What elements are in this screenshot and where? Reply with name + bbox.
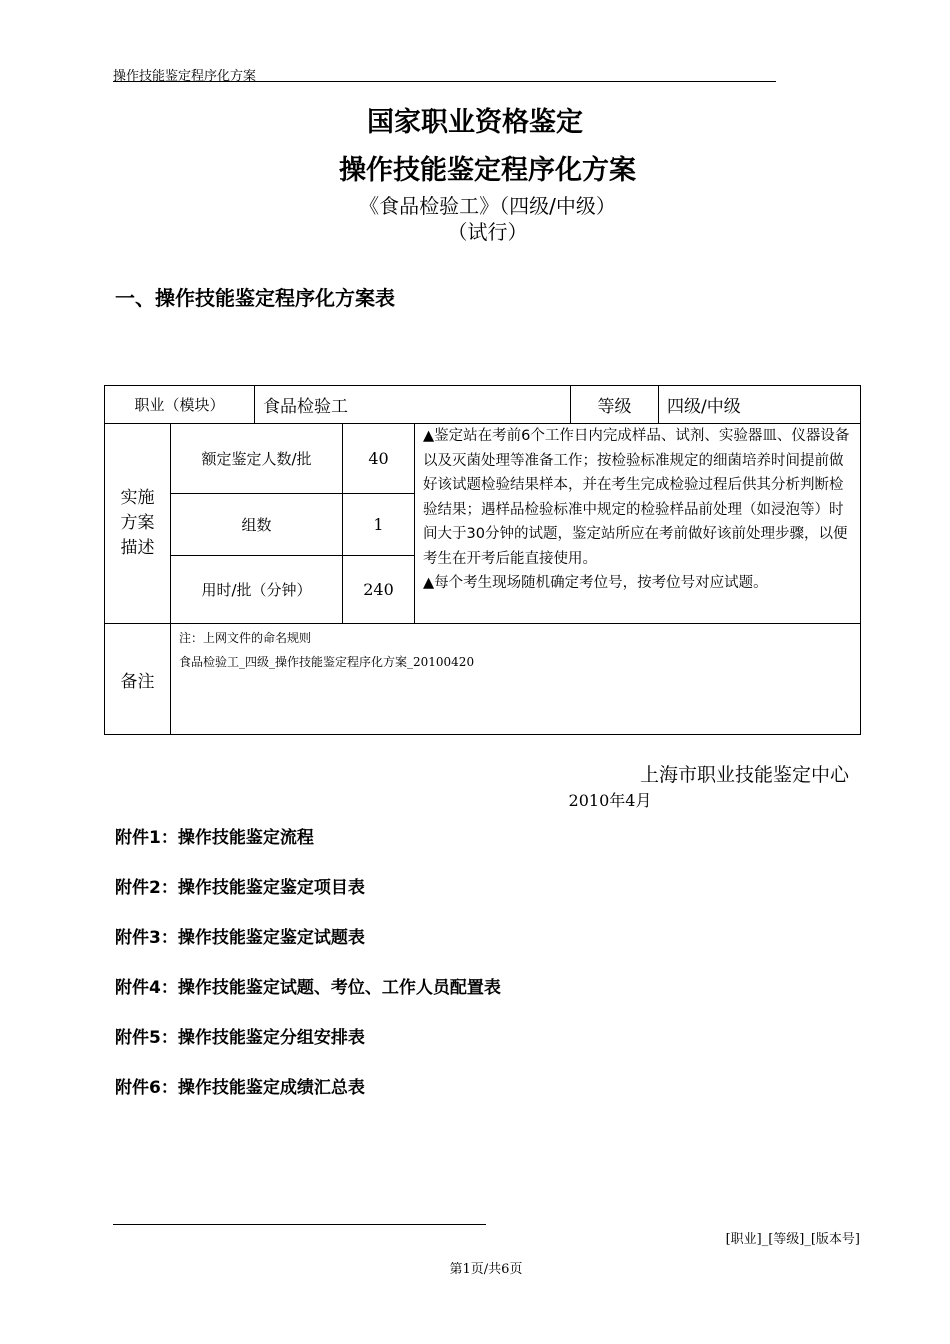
section-heading: 一、操作技能鉴定程序化方案表: [115, 286, 395, 310]
attachment-item: 附件5：操作技能鉴定分组安排表: [115, 1028, 365, 1048]
program-table: [104, 385, 861, 735]
remark-content: [171, 624, 861, 735]
quota-value: 40: [368, 449, 389, 468]
groups-value: 1: [373, 515, 384, 534]
level-label: 等级: [597, 397, 632, 417]
impl-label: 实施方案描述: [120, 488, 155, 558]
attachment-item: 附件2：操作技能鉴定鉴定项目表: [115, 878, 365, 898]
footer-divider: [113, 1224, 486, 1225]
duration-label-cell: [171, 556, 343, 624]
occupation-label: 职业（模块）: [134, 396, 225, 414]
impl-label-cell: [105, 424, 171, 624]
level-label-cell: [571, 386, 659, 424]
description-paragraph-2: ▲每个考生现场随机确定考位号，按考位号对应试题。: [423, 575, 768, 591]
page-number: 第1页/共6页: [449, 1262, 523, 1277]
level-value: 四级/中级: [667, 397, 741, 417]
header-divider: [113, 81, 776, 82]
occupation-value: 食品检验工: [263, 397, 349, 417]
occupation-label-cell: [105, 386, 255, 424]
attachment-item: 附件3：操作技能鉴定鉴定试题表: [115, 928, 365, 948]
remark-line-2: 食品检验工_四级_操作技能鉴定程序化方案_20100420: [179, 655, 475, 669]
doc-title-line2: 操作技能鉴定程序化方案: [339, 155, 636, 186]
impl-description: [415, 424, 861, 624]
groups-label-cell: [171, 494, 343, 556]
doc-subtitle: 《食品检验工》（四级/中级）: [359, 194, 616, 218]
signature-org: 上海市职业技能鉴定中心: [640, 764, 850, 786]
level-value-cell: [659, 386, 861, 424]
quota-label: 额定鉴定人数/批: [201, 450, 312, 468]
groups-value-cell: [343, 494, 415, 556]
groups-label: 组数: [241, 516, 272, 534]
page-header: 操作技能鉴定程序化方案: [113, 69, 257, 84]
description-paragraph-1: ▲鉴定站在考前6个工作日内完成样品、试剂、实验器皿、仪器设备以及灭菌处理等准备工作；按检验标准规定的细菌培养时间提前做好该试题检验结果样本，并在考生完成检验过程后供其分析判断检验结果；遇样品检验标准中规定的检验样品前处理（如浸泡等）时间大于30分钟的试题，鉴定站所应在考前做好该前处理步骤，以便考生在开考后能直接使用。: [423, 428, 850, 567]
attachment-item: 附件6：操作技能鉴定成绩汇总表: [115, 1078, 365, 1098]
duration-value-cell: [343, 556, 415, 624]
attachment-item: 附件4：操作技能鉴定试题、考位、工作人员配置表: [115, 978, 501, 998]
quota-label-cell: [171, 424, 343, 494]
signature-date: 2010年4月: [568, 791, 652, 810]
footer-version-tag: [职业]_[等级]_[版本号]: [725, 1232, 860, 1247]
attachment-item: 附件1：操作技能鉴定流程: [115, 828, 314, 848]
remark-line-1: 注：上网文件的命名规则: [179, 631, 312, 645]
quota-value-cell: [343, 424, 415, 494]
duration-value: 240: [363, 580, 394, 599]
remark-label-cell: [105, 624, 171, 735]
doc-trial-note: （试行）: [447, 220, 528, 244]
duration-label: 用时/批（分钟）: [201, 581, 312, 599]
doc-title-line1: 国家职业资格鉴定: [367, 107, 583, 138]
remark-label: 备注: [120, 671, 155, 692]
occupation-value-cell: [255, 386, 571, 424]
